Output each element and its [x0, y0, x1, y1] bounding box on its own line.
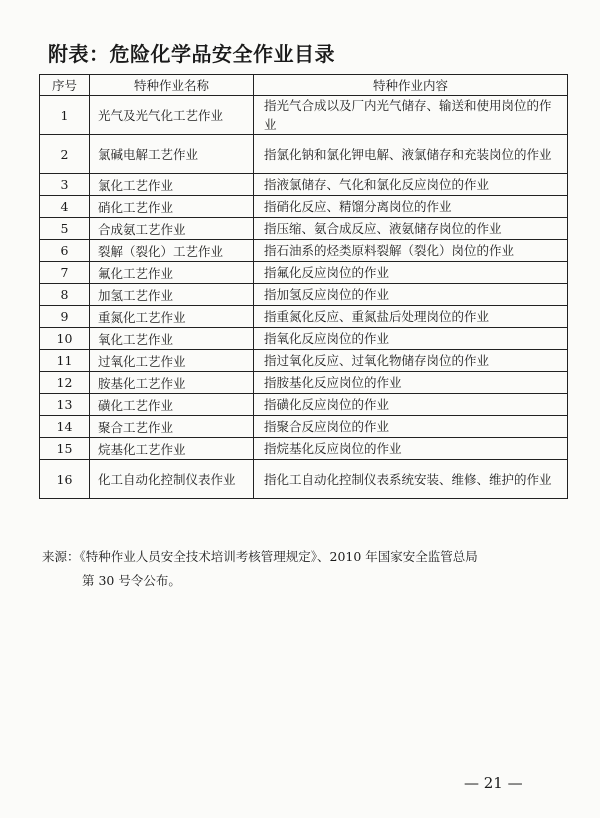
- row-content: 指液氯储存、气化和氯化反应岗位的作业: [254, 174, 568, 196]
- row-name: 裂解（裂化）工艺作业: [90, 240, 254, 262]
- row-content: 指烷基化反应岗位的作业: [254, 438, 568, 460]
- row-name: 化工自动化控制仪表作业: [90, 460, 254, 499]
- table-row: [40, 306, 568, 328]
- row-content: 指胺基化反应岗位的作业: [254, 372, 568, 394]
- row-num: 4: [40, 196, 90, 218]
- table-row: [40, 96, 568, 135]
- row-content: 指光气合成以及厂内光气储存、输送和使用岗位的作业: [254, 96, 568, 135]
- table-row: [40, 174, 568, 196]
- row-name: 合成氨工艺作业: [90, 218, 254, 240]
- table-header-row: [40, 75, 568, 96]
- row-name: 光气及光气化工艺作业: [90, 96, 254, 135]
- page-number: — 21 —: [464, 774, 523, 792]
- row-content: 指聚合反应岗位的作业: [254, 416, 568, 438]
- row-name: 胺基化工艺作业: [90, 372, 254, 394]
- row-num: 2: [40, 135, 90, 174]
- table-row: [40, 218, 568, 240]
- row-num: 15: [40, 438, 90, 460]
- row-content: 指磺化反应岗位的作业: [254, 394, 568, 416]
- header-content: 特种作业内容: [254, 75, 568, 96]
- row-name: 氯碱电解工艺作业: [90, 135, 254, 174]
- row-content: 指氯化钠和氯化钾电解、液氯储存和充装岗位的作业: [254, 135, 568, 174]
- row-num: 8: [40, 284, 90, 306]
- row-name: 重氮化工艺作业: [90, 306, 254, 328]
- table-row: [40, 350, 568, 372]
- row-num: 7: [40, 262, 90, 284]
- row-content: 指硝化反应、精馏分离岗位的作业: [254, 196, 568, 218]
- row-name: 氯化工艺作业: [90, 174, 254, 196]
- row-num: 6: [40, 240, 90, 262]
- table-row: [40, 460, 568, 499]
- row-name: 硝化工艺作业: [90, 196, 254, 218]
- header-name: 特种作业名称: [90, 75, 254, 96]
- row-content: 指化工自动化控制仪表系统安装、维修、维护的作业: [254, 460, 568, 499]
- row-content: 指石油系的烃类原料裂解（裂化）岗位的作业: [254, 240, 568, 262]
- table-row: [40, 240, 568, 262]
- row-num: 10: [40, 328, 90, 350]
- table-row: [40, 372, 568, 394]
- row-name: 聚合工艺作业: [90, 416, 254, 438]
- row-content: 指加氢反应岗位的作业: [254, 284, 568, 306]
- row-name: 过氧化工艺作业: [90, 350, 254, 372]
- row-num: 14: [40, 416, 90, 438]
- source-line-1: 来源：《特种作业人员安全技术培训考核管理规定》、2010 年国家安全监管总局: [42, 549, 478, 564]
- row-content: 指压缩、氨合成反应、液氨储存岗位的作业: [254, 218, 568, 240]
- row-content: 指重氮化反应、重氮盐后处理岗位的作业: [254, 306, 568, 328]
- catalog-table: [39, 74, 568, 499]
- row-name: 烷基化工艺作业: [90, 438, 254, 460]
- row-num: 3: [40, 174, 90, 196]
- row-num: 16: [40, 460, 90, 499]
- table-row: [40, 438, 568, 460]
- source-line-2: 第 30 号令公布。: [82, 573, 181, 588]
- row-content: 指氟化反应岗位的作业: [254, 262, 568, 284]
- row-num: 1: [40, 96, 90, 135]
- row-num: 5: [40, 218, 90, 240]
- source-note: [42, 545, 560, 593]
- table-row: [40, 135, 568, 174]
- page-title: 附表：危险化学品安全作业目录: [48, 42, 335, 66]
- table-row: [40, 394, 568, 416]
- row-name: 加氢工艺作业: [90, 284, 254, 306]
- row-name: 磺化工艺作业: [90, 394, 254, 416]
- row-name: 氟化工艺作业: [90, 262, 254, 284]
- table-row: [40, 262, 568, 284]
- row-num: 13: [40, 394, 90, 416]
- table-row: [40, 328, 568, 350]
- table-row: [40, 196, 568, 218]
- row-num: 11: [40, 350, 90, 372]
- row-content: 指氧化反应岗位的作业: [254, 328, 568, 350]
- row-name: 氧化工艺作业: [90, 328, 254, 350]
- header-num: 序号: [40, 75, 90, 96]
- table-row: [40, 284, 568, 306]
- row-num: 12: [40, 372, 90, 394]
- row-content: 指过氧化反应、过氧化物储存岗位的作业: [254, 350, 568, 372]
- row-num: 9: [40, 306, 90, 328]
- table-row: [40, 416, 568, 438]
